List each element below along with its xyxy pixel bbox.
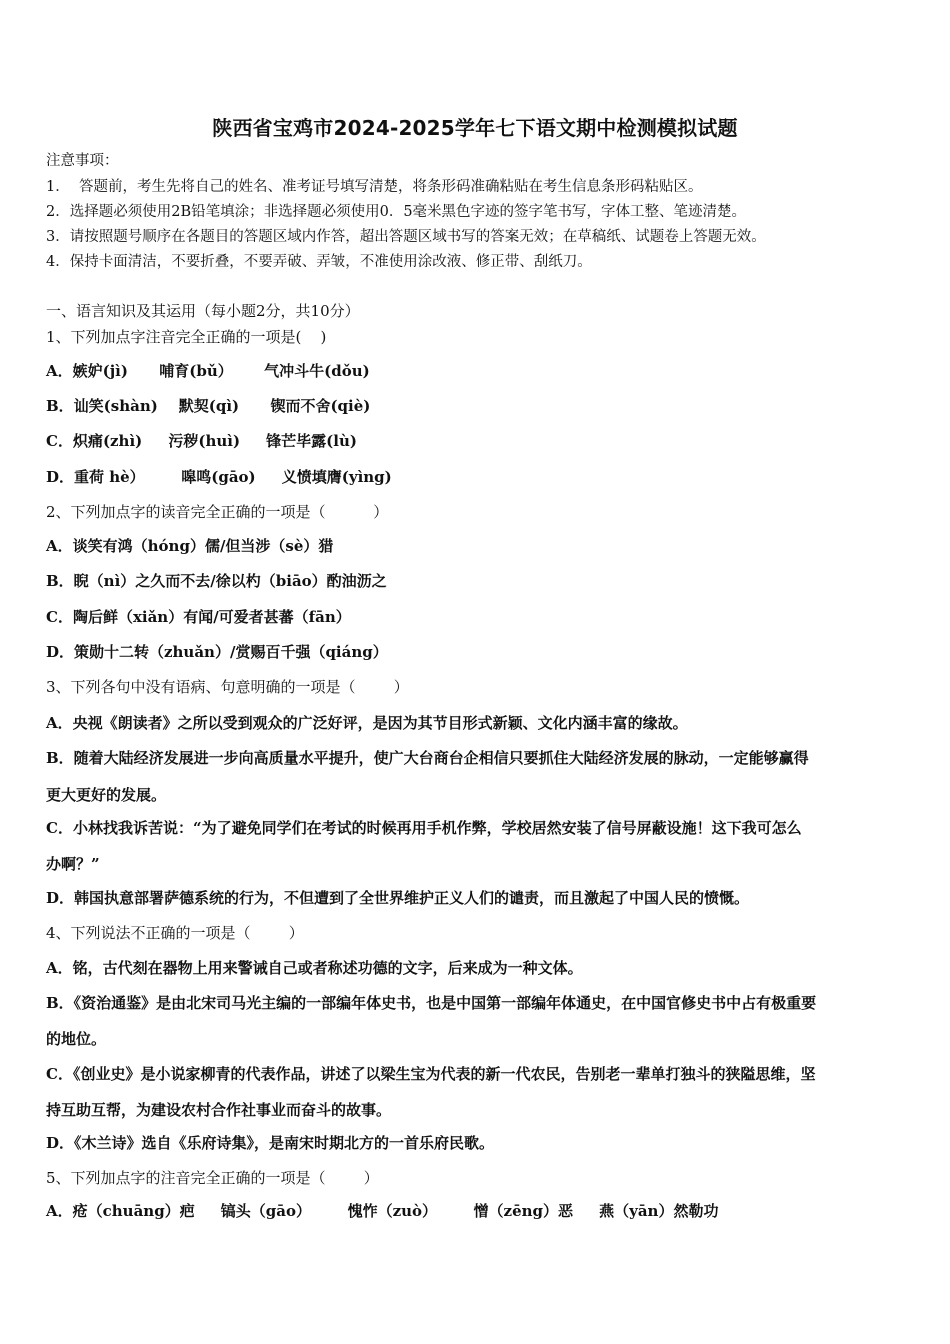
q4-option-c-line1: C．《创业史》是小说家柳青的代表作品，讲述了以梁生宝为代表的新一代农民，告别老一辈单打独斗的狭隘思维，坚 bbox=[46, 1065, 816, 1083]
q1-option-d: D．重荷 hè） 嗥鸣(gāo) 义愤填膺(yìng) bbox=[46, 468, 392, 486]
q3-option-c-line2: 办啊？” bbox=[46, 855, 100, 873]
note-item-3: 3．请按照题号顺序在各题目的答题区域内作答，超出答题区域书写的答案无效；在草稿纸、试题卷上答题无效。 bbox=[46, 229, 766, 245]
note-item-1: 1． 答题前，考生先将自己的姓名、准考证号填写清楚，将条形码准确粘贴在考生信息条形码粘贴区。 bbox=[46, 179, 703, 195]
q4-option-c-line2: 持互助互帮，为建设农村合作社事业而奋斗的故事。 bbox=[46, 1101, 392, 1119]
q2-option-c: C．陶后鲜（xiǎn）有闻/可爱者甚蕃（fān） bbox=[46, 608, 351, 626]
q3-stem: 3、下列各句中没有语病、句意明确的一项是（ ） bbox=[46, 678, 409, 696]
section-heading: 一、语言知识及其运用（每小题2分，共10分） bbox=[46, 302, 360, 320]
q4-option-d: D．《木兰诗》选自《乐府诗集》，是南宋时期北方的一首乐府民歌。 bbox=[46, 1134, 495, 1152]
q2-option-d: D．策勋十二转（zhuǎn）/赏赐百千强（qiáng） bbox=[46, 643, 388, 661]
q4-option-b-line2: 的地位。 bbox=[46, 1030, 107, 1048]
q3-option-b-line2: 更大更好的发展。 bbox=[46, 786, 167, 804]
q2-option-a: A．谈笑有鸿（hóng）儒/但当涉（sè）猎 bbox=[46, 537, 334, 555]
q2-option-b: B．睨（nì）之久而不去/徐以杓（biāo）酌油沥之 bbox=[46, 572, 387, 590]
q1-option-b: B．讪笑(shàn) 默契(qì) 锲而不舍(qiè) bbox=[46, 397, 371, 415]
q2-stem: 2、下列加点字的读音完全正确的一项是（ ） bbox=[46, 503, 389, 521]
q5-option-a: A．疮（chuāng）疤 镐头（gāo） 愧怍（zuò） 憎（zēng）恶 燕（yān）然勒功 bbox=[46, 1202, 719, 1220]
q1-option-c: C．炽痛(zhì) 污秽(huì) 锋芒毕露(lù) bbox=[46, 432, 357, 450]
q3-option-d: D．韩国执意部署萨德系统的行为，不但遭到了全世界维护正义人们的谴责，而且激起了中国人民的愤慨。 bbox=[46, 889, 750, 907]
q4-option-a: A．铭，古代刻在器物上用来警诫自己或者称述功德的文字，后来成为一种文体。 bbox=[46, 959, 583, 977]
page-title: 陕西省宝鸡市2024-2025学年七下语文期中检测模拟试题 bbox=[212, 116, 738, 140]
notes-heading: 注意事项： bbox=[46, 153, 119, 169]
q4-option-b-line1: B．《资治通鉴》是由北宋司马光主编的一部编年体史书，也是中国第一部编年体通史，在中国官修史书中占有极重要 bbox=[46, 994, 817, 1012]
q3-option-c-line1: C．小林找我诉苦说：“为了避免同学们在考试的时候再用手机作弊，学校居然安装了信号屏蔽设施！这下我可怎么 bbox=[46, 819, 802, 837]
q1-option-a: A．嫉妒(jì) 哺育(bǔ） 气冲斗牛(dǒu) bbox=[46, 362, 370, 380]
q5-stem: 5、下列加点字的注音完全正确的一项是（ ） bbox=[46, 1169, 379, 1187]
q3-option-a: A．央视《朗读者》之所以受到观众的广泛好评，是因为其节目形式新颖、文化内涵丰富的缘故。 bbox=[46, 714, 688, 732]
note-item-4: 4．保持卡面清洁，不要折叠，不要弄破、弄皱，不准使用涂改液、修正带、刮纸刀。 bbox=[46, 254, 592, 270]
note-item-2: 2．选择题必须使用2B铅笔填涂；非选择题必须使用0．5毫米黑色字迹的签字笔书写，字体工整、笔迹清楚。 bbox=[46, 204, 747, 220]
q1-stem: 1、下列加点字注音完全正确的一项是( ) bbox=[46, 328, 327, 346]
q3-option-b-line1: B．随着大陆经济发展进一步向高质量水平提升，使广大台商台企相信只要抓住大陆经济发展的脉动，一定能够赢得 bbox=[46, 749, 809, 767]
q4-stem: 4、下列说法不正确的一项是（ ） bbox=[46, 924, 304, 942]
